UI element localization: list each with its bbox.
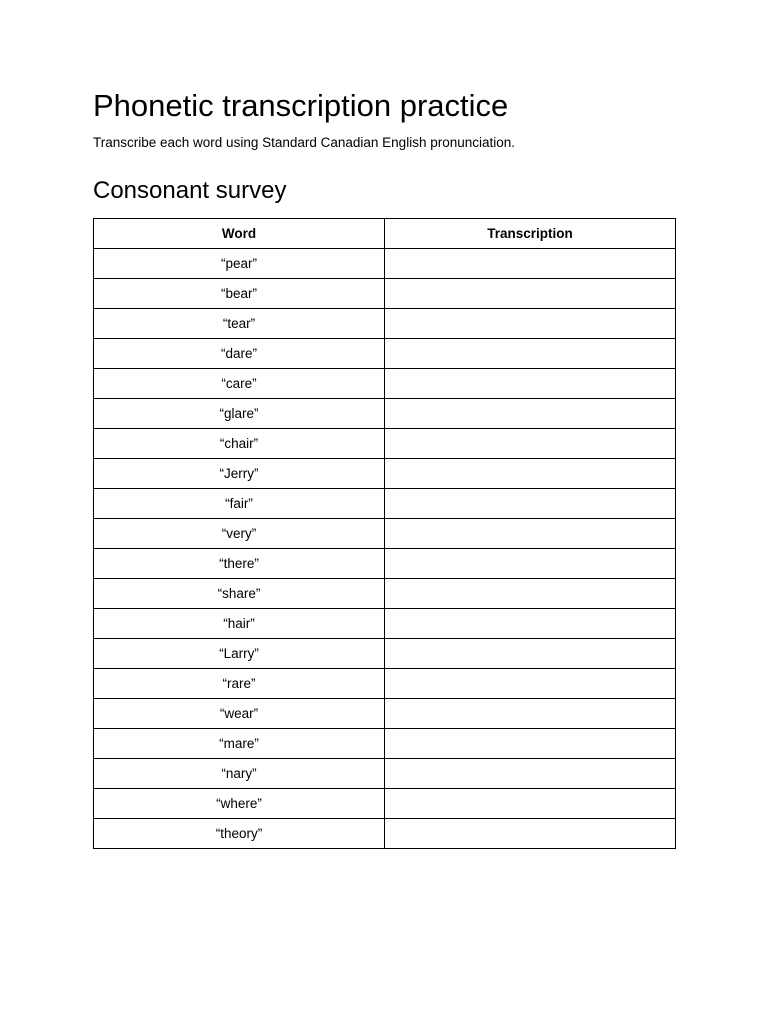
word-cell: “rare” bbox=[94, 669, 385, 699]
table-row bbox=[94, 699, 676, 729]
word-cell: “Jerry” bbox=[94, 459, 385, 489]
transcription-cell[interactable] bbox=[385, 429, 676, 459]
word-cell: “mare” bbox=[94, 729, 385, 759]
instructions-text: Transcribe each word using Standard Canadian English pronunciation. bbox=[93, 135, 516, 150]
transcription-cell[interactable] bbox=[385, 549, 676, 579]
table-row bbox=[94, 339, 676, 369]
word-cell: “wear” bbox=[94, 699, 385, 729]
column-header-transcription: Transcription bbox=[385, 219, 676, 249]
word-cell: “hair” bbox=[94, 609, 385, 639]
table-row bbox=[94, 309, 676, 339]
table-header-row bbox=[94, 219, 676, 249]
word-cell: “fair” bbox=[94, 489, 385, 519]
word-cell: “pear” bbox=[94, 249, 385, 279]
word-cell: “Larry” bbox=[94, 639, 385, 669]
word-cell: “care” bbox=[94, 369, 385, 399]
transcription-cell[interactable] bbox=[385, 249, 676, 279]
consonant-survey-table bbox=[93, 218, 676, 849]
transcription-cell[interactable] bbox=[385, 489, 676, 519]
table-row bbox=[94, 459, 676, 489]
table-row bbox=[94, 399, 676, 429]
word-cell: “dare” bbox=[94, 339, 385, 369]
table-row bbox=[94, 489, 676, 519]
transcription-cell[interactable] bbox=[385, 789, 676, 819]
table-body bbox=[94, 249, 676, 849]
word-cell: “bear” bbox=[94, 279, 385, 309]
word-cell: “nary” bbox=[94, 759, 385, 789]
word-cell: “glare” bbox=[94, 399, 385, 429]
table-row bbox=[94, 639, 676, 669]
word-cell: “theory” bbox=[94, 819, 385, 849]
section-heading: Consonant survey bbox=[93, 177, 287, 204]
table-row bbox=[94, 279, 676, 309]
table-row bbox=[94, 759, 676, 789]
word-cell: “where” bbox=[94, 789, 385, 819]
word-cell: “very” bbox=[94, 519, 385, 549]
table-row bbox=[94, 609, 676, 639]
table-row bbox=[94, 579, 676, 609]
transcription-cell[interactable] bbox=[385, 579, 676, 609]
transcription-cell[interactable] bbox=[385, 609, 676, 639]
table-row bbox=[94, 789, 676, 819]
table-row bbox=[94, 249, 676, 279]
transcription-cell[interactable] bbox=[385, 669, 676, 699]
table-row bbox=[94, 369, 676, 399]
transcription-cell[interactable] bbox=[385, 519, 676, 549]
transcription-cell[interactable] bbox=[385, 279, 676, 309]
transcription-cell[interactable] bbox=[385, 459, 676, 489]
table-row bbox=[94, 669, 676, 699]
transcription-cell[interactable] bbox=[385, 699, 676, 729]
transcription-cell[interactable] bbox=[385, 399, 676, 429]
transcription-cell[interactable] bbox=[385, 639, 676, 669]
transcription-cell[interactable] bbox=[385, 309, 676, 339]
transcription-cell[interactable] bbox=[385, 339, 676, 369]
table-row bbox=[94, 819, 676, 849]
table-row bbox=[94, 549, 676, 579]
column-header-word: Word bbox=[94, 219, 385, 249]
transcription-cell[interactable] bbox=[385, 729, 676, 759]
table-row bbox=[94, 429, 676, 459]
transcription-cell[interactable] bbox=[385, 759, 676, 789]
page-title: Phonetic transcription practice bbox=[93, 88, 509, 123]
word-cell: “chair” bbox=[94, 429, 385, 459]
table-row bbox=[94, 519, 676, 549]
transcription-cell[interactable] bbox=[385, 819, 676, 849]
transcription-cell[interactable] bbox=[385, 369, 676, 399]
word-cell: “there” bbox=[94, 549, 385, 579]
table-row bbox=[94, 729, 676, 759]
word-cell: “tear” bbox=[94, 309, 385, 339]
word-cell: “share” bbox=[94, 579, 385, 609]
